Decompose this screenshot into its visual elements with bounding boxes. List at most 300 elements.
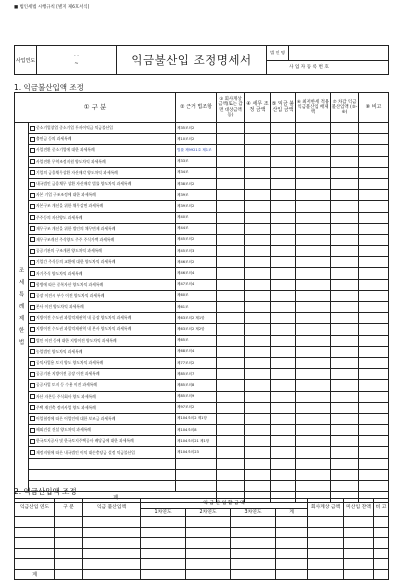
sum-total-cell[interactable] [276,569,308,580]
cell-remarks[interactable] [359,402,389,413]
cell-min-tax[interactable] [296,346,331,357]
sum-cell[interactable] [83,538,141,549]
cell-remarks[interactable] [359,481,389,492]
cell-nonincluded[interactable] [271,481,296,492]
sum-cell[interactable] [374,517,389,528]
cell-min-tax[interactable] [296,458,331,469]
sum-cell[interactable] [276,548,308,559]
cell-company-amount[interactable] [217,212,245,223]
sum-cell[interactable] [374,527,389,538]
cell-tax-adjust[interactable] [245,201,271,212]
row-checkbox[interactable] [30,249,35,254]
cell-min-tax[interactable] [296,223,331,234]
cell-remarks[interactable] [359,335,389,346]
sum-cell[interactable] [141,559,186,570]
cell-remarks[interactable] [359,279,389,290]
cell-net[interactable] [331,190,359,201]
row-checkbox[interactable] [30,361,35,366]
cell-min-tax[interactable] [296,134,331,145]
sum-cell[interactable] [231,559,276,570]
sum-total-cell[interactable] [55,569,83,580]
sum-cell[interactable] [15,538,55,549]
cell-remarks[interactable] [359,156,389,167]
sum-cell[interactable] [186,559,231,570]
row-checkbox[interactable] [30,372,35,377]
cell-remarks[interactable] [359,234,389,245]
cell-remarks[interactable] [359,257,389,268]
cell-min-tax[interactable] [296,313,331,324]
cell-nonincluded[interactable] [271,324,296,335]
sum-cell[interactable] [308,559,344,570]
cell-tax-adjust[interactable] [245,458,271,469]
cell-nonincluded[interactable] [271,167,296,178]
row-law: 제68조의4 [176,346,217,357]
cell-remarks[interactable] [359,380,389,391]
cell-company-amount[interactable] [217,346,245,357]
cell-tax-adjust[interactable] [245,290,271,301]
row-checkbox[interactable] [30,237,35,242]
cell-net[interactable] [331,178,359,189]
sum-total-cell[interactable] [83,569,141,580]
cell-company-amount[interactable] [217,335,245,346]
cell-min-tax[interactable] [296,357,331,368]
cell-min-tax[interactable] [296,279,331,290]
cell-net[interactable] [331,425,359,436]
cell-net[interactable] [331,167,359,178]
cell-min-tax[interactable] [296,413,331,424]
cell-tax-adjust[interactable] [245,391,271,402]
cell-net[interactable] [331,212,359,223]
cell-nonincluded[interactable] [271,458,296,469]
cell-remarks[interactable] [359,425,389,436]
sum-cell[interactable] [231,538,276,549]
row-checkbox[interactable] [30,439,35,444]
cell-remarks[interactable] [359,324,389,335]
sum-cell[interactable] [15,517,55,528]
sum-cell[interactable] [344,559,374,570]
cell-net[interactable] [331,290,359,301]
cell-net[interactable] [331,402,359,413]
cell-net[interactable] [331,346,359,357]
sum-cell[interactable] [55,527,83,538]
cell-net[interactable] [331,357,359,368]
cell-tax-adjust[interactable] [245,313,271,324]
cell-min-tax[interactable] [296,425,331,436]
cell-nonincluded[interactable] [271,290,296,301]
cell-net[interactable] [331,413,359,424]
cell-net[interactable] [331,246,359,257]
sum-cell[interactable] [276,559,308,570]
sum-cell[interactable] [374,548,389,559]
cell-company-amount[interactable] [217,234,245,245]
cell-net[interactable] [331,369,359,380]
sum-cell[interactable] [83,548,141,559]
cell-net[interactable] [331,391,359,402]
cell-nonincluded[interactable] [271,447,296,458]
row-checkbox[interactable] [30,405,35,410]
cell-net[interactable] [331,234,359,245]
cell-remarks[interactable] [359,357,389,368]
sum-cell[interactable] [231,527,276,538]
cell-company-amount[interactable] [217,290,245,301]
sum-cell[interactable] [186,527,231,538]
cell-remarks[interactable] [359,178,389,189]
cell-net[interactable] [331,302,359,313]
cell-company-amount[interactable] [217,223,245,234]
cell-min-tax[interactable] [296,469,331,480]
sum-total-cell[interactable] [186,569,231,580]
cell-company-amount[interactable] [217,369,245,380]
cell-min-tax[interactable] [296,436,331,447]
cell-nonincluded[interactable] [271,425,296,436]
cell-net[interactable] [331,279,359,290]
cell-nonincluded[interactable] [271,346,296,357]
cell-net[interactable] [331,123,359,134]
cell-remarks[interactable] [359,246,389,257]
cell-min-tax[interactable] [296,156,331,167]
cell-remarks[interactable] [359,458,389,469]
cell-nonincluded[interactable] [271,402,296,413]
cell-tax-adjust[interactable] [245,268,271,279]
cell-nonincluded[interactable] [271,279,296,290]
cell-company-amount[interactable] [217,313,245,324]
cell-tax-adjust[interactable] [245,167,271,178]
row-checkbox[interactable] [30,182,35,187]
sum-total-cell[interactable] [308,569,344,580]
cell-net[interactable] [331,223,359,234]
cell-company-amount[interactable] [217,178,245,189]
cell-remarks[interactable] [359,391,389,402]
row-checkbox[interactable] [30,137,35,142]
sum-cell[interactable] [308,527,344,538]
row-checkbox[interactable] [30,215,35,220]
cell-remarks[interactable] [359,123,389,134]
row-checkbox[interactable] [30,327,35,332]
cell-min-tax[interactable] [296,324,331,335]
sum-cell[interactable] [276,527,308,538]
cell-nonincluded[interactable] [271,436,296,447]
cell-tax-adjust[interactable] [245,346,271,357]
cell-nonincluded[interactable] [271,246,296,257]
cell-nonincluded[interactable] [271,302,296,313]
cell-net[interactable] [331,469,359,480]
cell-company-amount[interactable] [217,268,245,279]
cell-nonincluded[interactable] [271,369,296,380]
cell-company-amount[interactable] [217,391,245,402]
cell-company-amount[interactable] [217,156,245,167]
cell-net[interactable] [331,134,359,145]
row-checkbox[interactable] [30,260,35,265]
sum-cell[interactable] [55,548,83,559]
cell-remarks[interactable] [359,201,389,212]
sum-cell[interactable] [344,538,374,549]
cell-remarks[interactable] [359,346,389,357]
cell-company-amount[interactable] [217,413,245,424]
cell-company-amount[interactable] [217,357,245,368]
cell-nonincluded[interactable] [271,313,296,324]
cell-min-tax[interactable] [296,290,331,301]
cell-tax-adjust[interactable] [245,413,271,424]
cell-net[interactable] [331,335,359,346]
row-checkbox[interactable] [30,349,35,354]
cell-nonincluded[interactable] [271,268,296,279]
cell-net[interactable] [331,145,359,156]
sum-cell[interactable] [276,517,308,528]
cell-company-amount[interactable] [217,134,245,145]
cell-nonincluded[interactable] [271,469,296,480]
cell-tax-adjust[interactable] [245,123,271,134]
cell-net[interactable] [331,458,359,469]
sum-cell[interactable] [141,527,186,538]
sum-cell[interactable] [83,517,141,528]
cell-nonincluded[interactable] [271,201,296,212]
cell-tax-adjust[interactable] [245,145,271,156]
cell-min-tax[interactable] [296,402,331,413]
period-field[interactable] [37,46,117,75]
cell-tax-adjust[interactable] [245,481,271,492]
cell-tax-adjust[interactable] [245,369,271,380]
cell-tax-adjust[interactable] [245,190,271,201]
row-checkbox[interactable] [30,148,35,153]
table-row [15,302,389,313]
cell-tax-adjust[interactable] [245,425,271,436]
cell-tax-adjust[interactable] [245,156,271,167]
row-checkbox[interactable] [30,126,35,131]
sum-cell[interactable] [374,538,389,549]
cell-min-tax[interactable] [296,190,331,201]
cell-company-amount[interactable] [217,469,245,480]
cell-remarks[interactable] [359,223,389,234]
sum-cell[interactable] [15,527,55,538]
cell-tax-adjust[interactable] [245,402,271,413]
cell-nonincluded[interactable] [271,257,296,268]
sum-cell[interactable] [308,517,344,528]
cell-remarks[interactable] [359,145,389,156]
row-checkbox[interactable] [30,271,35,276]
biz-no-label: 사 업 자 등 록 번 호 [267,60,389,75]
cell-tax-adjust[interactable] [245,357,271,368]
cell-tax-adjust[interactable] [245,335,271,346]
cell-company-amount[interactable] [217,481,245,492]
cell-net[interactable] [331,447,359,458]
sum-cell[interactable] [186,517,231,528]
cell-company-amount[interactable] [217,447,245,458]
cell-net[interactable] [331,313,359,324]
cell-company-amount[interactable] [217,436,245,447]
cell-company-amount[interactable] [217,190,245,201]
cell-company-amount[interactable] [217,380,245,391]
cell-nonincluded[interactable] [271,156,296,167]
cell-remarks[interactable] [359,436,389,447]
sum-total-cell[interactable] [344,569,374,580]
cell-min-tax[interactable] [296,145,331,156]
row-checkbox[interactable] [30,170,35,175]
table-row [15,380,389,391]
cell-nonincluded[interactable] [271,413,296,424]
cell-net[interactable] [331,156,359,167]
cell-nonincluded[interactable] [271,123,296,134]
row-checkbox[interactable] [30,450,35,455]
sum-cell[interactable] [344,527,374,538]
sum-cell[interactable] [55,538,83,549]
cell-min-tax[interactable] [296,447,331,458]
cell-company-amount[interactable] [217,246,245,257]
row-checkbox[interactable] [30,282,35,287]
cell-net[interactable] [331,268,359,279]
sum-cell[interactable] [231,517,276,528]
row-checkbox[interactable] [30,428,35,433]
cell-min-tax[interactable] [296,178,331,189]
corp-name-field[interactable] [289,46,389,61]
cell-remarks[interactable] [359,447,389,458]
cell-company-amount[interactable] [217,201,245,212]
cell-min-tax[interactable] [296,481,331,492]
sum-cell[interactable] [141,517,186,528]
cell-remarks[interactable] [359,212,389,223]
cell-net[interactable] [331,380,359,391]
form-header [14,45,389,75]
cell-company-amount[interactable] [217,324,245,335]
sum-col-year3: 3차연도 [231,509,276,517]
row-name [29,357,176,368]
cell-min-tax[interactable] [296,302,331,313]
row-checkbox[interactable] [30,316,35,321]
cell-company-amount[interactable] [217,257,245,268]
cell-tax-adjust[interactable] [245,302,271,313]
cell-remarks[interactable] [359,313,389,324]
cell-tax-adjust[interactable] [245,178,271,189]
table-row [15,145,389,156]
cell-nonincluded[interactable] [271,212,296,223]
cell-company-amount[interactable] [217,302,245,313]
cell-nonincluded[interactable] [271,380,296,391]
sum-cell[interactable] [15,559,55,570]
cell-min-tax[interactable] [296,167,331,178]
cell-net[interactable] [331,257,359,268]
cell-remarks[interactable] [359,190,389,201]
cell-min-tax[interactable] [296,201,331,212]
sum-cell[interactable] [344,517,374,528]
cell-tax-adjust[interactable] [245,134,271,145]
row-checkbox[interactable] [30,394,35,399]
cell-company-amount[interactable] [217,123,245,134]
row-law [176,458,217,469]
row-law: 제65조 [176,335,217,346]
cell-min-tax[interactable] [296,268,331,279]
sum-cell[interactable] [186,538,231,549]
cell-min-tax[interactable] [296,380,331,391]
cell-tax-adjust[interactable] [245,324,271,335]
cell-remarks[interactable] [359,268,389,279]
cell-net[interactable] [331,324,359,335]
cell-remarks[interactable] [359,134,389,145]
cell-nonincluded[interactable] [271,223,296,234]
cell-min-tax[interactable] [296,123,331,134]
cell-tax-adjust[interactable] [245,436,271,447]
sum-cell[interactable] [83,527,141,538]
sum-cell[interactable] [231,548,276,559]
cell-remarks[interactable] [359,369,389,380]
row-checkbox[interactable] [30,193,35,198]
cell-net[interactable] [331,481,359,492]
sum-cell[interactable] [186,548,231,559]
cell-tax-adjust[interactable] [245,279,271,290]
cell-tax-adjust[interactable] [245,469,271,480]
cell-tax-adjust[interactable] [245,234,271,245]
cell-min-tax[interactable] [296,335,331,346]
cell-min-tax[interactable] [296,246,331,257]
cell-nonincluded[interactable] [271,134,296,145]
cell-remarks[interactable] [359,413,389,424]
cell-nonincluded[interactable] [271,335,296,346]
sum-cell[interactable] [308,538,344,549]
sum-cell[interactable] [344,548,374,559]
cell-company-amount[interactable] [217,402,245,413]
cell-tax-adjust[interactable] [245,257,271,268]
row-checkbox[interactable] [30,159,35,164]
sum-cell[interactable] [55,559,83,570]
sum-cell[interactable] [55,517,83,528]
row-checkbox[interactable] [30,293,35,298]
row-name [29,234,176,245]
cell-tax-adjust[interactable] [245,212,271,223]
sum-cell[interactable] [141,548,186,559]
sum-cell[interactable] [308,548,344,559]
cell-company-amount[interactable] [217,279,245,290]
row-checkbox[interactable] [30,305,35,310]
cell-remarks[interactable] [359,302,389,313]
cell-company-amount[interactable] [217,458,245,469]
cell-tax-adjust[interactable] [245,246,271,257]
cell-company-amount[interactable] [217,425,245,436]
sum-total-cell[interactable] [141,569,186,580]
cell-nonincluded[interactable] [271,234,296,245]
cell-nonincluded[interactable] [271,145,296,156]
sum-cell[interactable] [141,538,186,549]
cell-min-tax[interactable] [296,234,331,245]
cell-remarks[interactable] [359,290,389,301]
cell-nonincluded[interactable] [271,357,296,368]
cell-nonincluded[interactable] [271,178,296,189]
cell-min-tax[interactable] [296,369,331,380]
cell-tax-adjust[interactable] [245,447,271,458]
cell-min-tax[interactable] [296,257,331,268]
sum-total-cell[interactable] [374,569,389,580]
cell-net[interactable] [331,436,359,447]
cell-company-amount[interactable] [217,145,245,156]
row-checkbox[interactable] [30,226,35,231]
cell-tax-adjust[interactable] [245,223,271,234]
row-checkbox[interactable] [30,338,35,343]
sum-total-cell[interactable] [231,569,276,580]
cell-tax-adjust[interactable] [245,380,271,391]
cell-net[interactable] [331,201,359,212]
row-checkbox[interactable] [30,383,35,388]
row-checkbox[interactable] [30,416,35,421]
cell-nonincluded[interactable] [271,190,296,201]
cell-remarks[interactable] [359,469,389,480]
sum-cell[interactable] [15,548,55,559]
sum-cell[interactable] [276,538,308,549]
cell-min-tax[interactable] [296,212,331,223]
sum-cell[interactable] [83,559,141,570]
cell-min-tax[interactable] [296,391,331,402]
sum-cell[interactable] [374,559,389,570]
cell-nonincluded[interactable] [271,391,296,402]
cell-remarks[interactable] [359,167,389,178]
cell-company-amount[interactable] [217,167,245,178]
row-checkbox[interactable] [30,204,35,209]
